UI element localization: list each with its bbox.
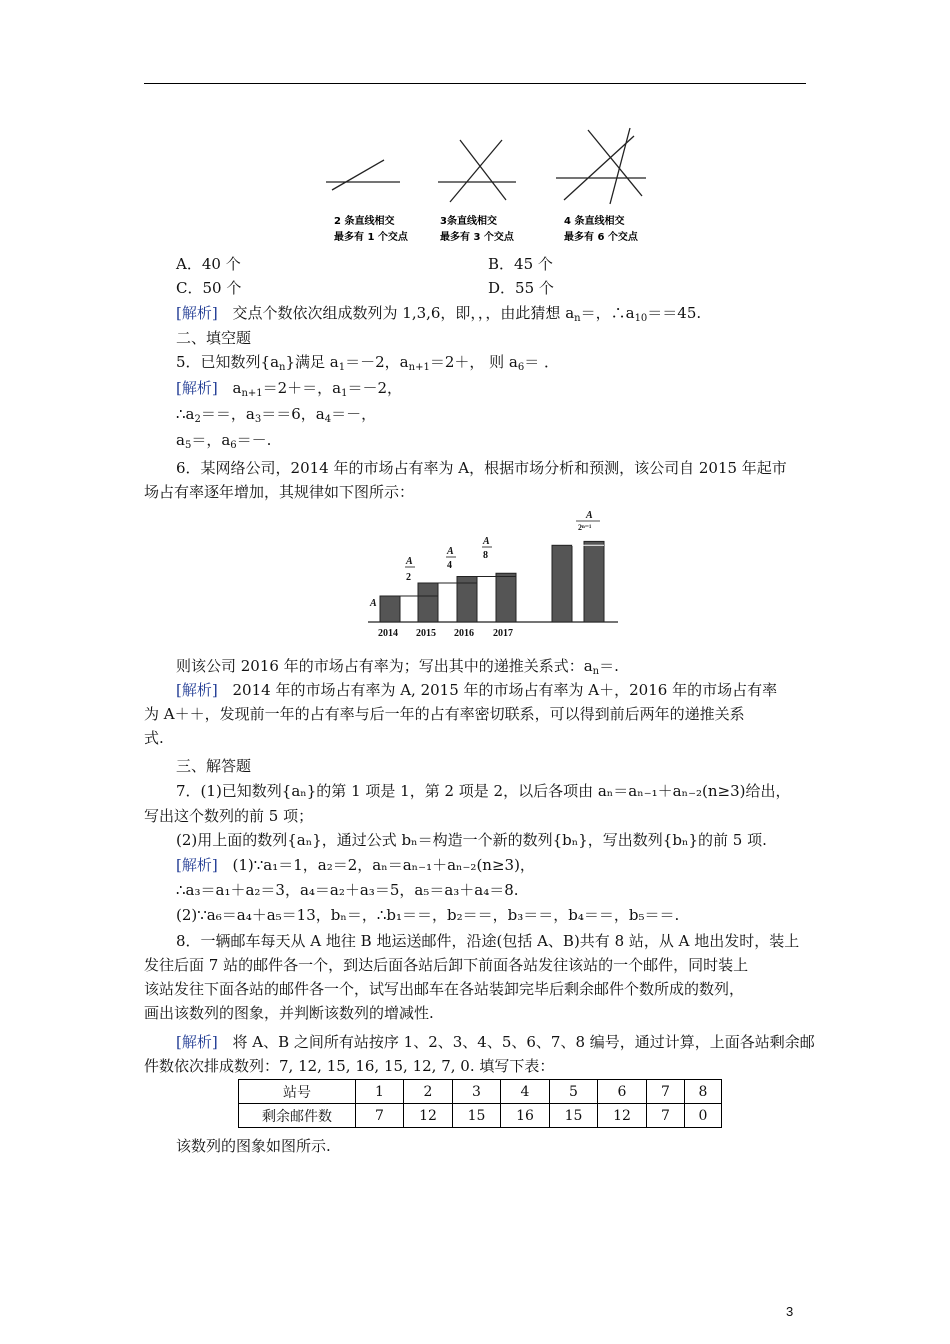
figure1-line-2 <box>332 160 384 190</box>
table-cell: 2 <box>404 1080 453 1104</box>
table-cell: 6 <box>598 1080 647 1104</box>
table-cell: 站号 <box>239 1080 356 1104</box>
option-b: B．45 个 <box>488 255 553 273</box>
label-A-4-num: A <box>447 546 454 557</box>
q6-analysis-line1: [解析] 2014 年的市场占有率为 A, 2015 年的市场占有率为 A＋，2016 年的市场占有率 <box>176 681 778 699</box>
q8-stem-line4: 画出该数列的图象，并判断该数列的增减性. <box>144 1004 434 1022</box>
table-cell: 15 <box>453 1104 501 1128</box>
tick-label-2014: 2014 <box>378 628 398 639</box>
bar-1 <box>418 583 438 622</box>
figure1-caption-line2: 最多有 1 个交点 <box>334 232 408 243</box>
option-d: D．55 个 <box>488 279 554 297</box>
table-cell: 15 <box>550 1104 598 1128</box>
q6-stem-line2: 场占有率逐年增加，其规律如下图所示： <box>144 483 415 501</box>
q7-analysis-line3: (2)∵a₆＝a₄＋a₅＝13，bₙ＝，∴b₁＝＝，b₂＝＝，b₃＝＝，b₄＝＝，b₅＝＝. <box>176 906 680 924</box>
label-A-4-den: 4 <box>447 560 452 571</box>
table-row <box>239 1104 722 1128</box>
page-number: 3 <box>786 1304 794 1319</box>
figure1-caption-line1: 2 条直线相交 <box>334 216 395 227</box>
q6-analysis-line2: 为 A＋＋，发现前一年的占有率与后一年的占有率密切联系，可以得到前后两年的递推关系 <box>144 705 745 723</box>
table-cell: 16 <box>501 1104 550 1128</box>
table-cell: 0 <box>685 1104 722 1128</box>
section-heading-solve: 三、解答题 <box>176 757 252 775</box>
analysis-tag: [解析] <box>176 1033 218 1051</box>
label-A: A <box>370 598 377 609</box>
analysis-tag: [解析] <box>176 379 218 397</box>
tick-label-2016: 2016 <box>454 628 474 639</box>
section-heading-fill: 二、填空题 <box>176 329 252 347</box>
q7-analysis-line1: [解析] (1)∵a₁＝1，a₂＝2，aₙ＝aₙ₋₁＋aₙ₋₂(n≥3)， <box>176 856 535 874</box>
q7-stem-line1: 7．(1)已知数列{aₙ}的第 1 项是 1，第 2 项是 2，以后各项由 aₙ＝aₙ₋₁＋aₙ₋₂(n≥3)给出， <box>176 782 791 800</box>
table-cell: 3 <box>453 1080 501 1104</box>
table-cell: 5 <box>550 1080 598 1104</box>
q8-after-table: 该数列的图象如图所示. <box>176 1137 331 1155</box>
table-cell: 1 <box>356 1080 404 1104</box>
label-A-2-den: 2 <box>406 572 411 583</box>
analysis-tag: [解析] <box>176 304 218 322</box>
mail-table <box>238 1079 722 1128</box>
tick-label-2015: 2015 <box>416 628 436 639</box>
table-cell: 12 <box>598 1104 647 1128</box>
figure2-caption-line2: 最多有 3 个交点 <box>440 232 514 243</box>
bar-4 <box>552 545 572 622</box>
q8-stem-line1: 8．一辆邮车每天从 A 地往 B 地运送邮件，沿途(包括 A、B)共有 8 站，从 A 地出发时，装上 <box>176 932 800 950</box>
q5-analysis-line3: $a_5=$，$a_6=-$. <box>176 431 272 451</box>
label-A-2-num: A <box>406 556 413 567</box>
figure3-line-3 <box>564 136 634 200</box>
option-a: A．40 个 <box>176 255 241 273</box>
q8-analysis-line2: 件数依次排成数列：7, 12, 15, 16, 15, 12, 7, 0. 填写下表： <box>144 1057 555 1075</box>
table-cell: 4 <box>501 1080 550 1104</box>
bar-5 <box>584 541 604 622</box>
q4-analysis: [解析] 交点个数依次组成数列为 1,3,6，即，，，由此猜想 $a_n=$，$\therefore a_{10}==45$. <box>176 304 702 324</box>
q6-stem-line1: 6．某网络公司，2014 年的市场占有率为 A，根据市场分析和预测，该公司自 2015 年起市 <box>176 459 787 477</box>
bar-0 <box>380 596 400 622</box>
analysis-tag: [解析] <box>176 681 218 699</box>
q5-stem: 5．已知数列$\{a_n\}$满足 $a_1=-2$，$a_{n+1}=2+$， 则 $a_6=$ ． <box>176 353 559 373</box>
table-cell: 7 <box>647 1104 685 1128</box>
figure3-line-4 <box>610 128 630 204</box>
figure3-caption-line1: 4 条直线相交 <box>564 216 625 227</box>
q7-stem-line3: (2)用上面的数列{aₙ}，通过公式 bₙ＝构造一个新的数列{bₙ}，写出数列{bₙ}的前 5 项. <box>176 831 767 849</box>
q7-analysis-line2: ∴a₃＝a₁＋a₂＝3，a₄＝a₂＋a₃＝5，a₅＝a₃＋a₄＝8. <box>176 881 519 899</box>
q8-analysis-line1: [解析] 将 A、B 之间所有站按序 1、2、3、4、5、6、7、8 编号，通过计算，上面各站剩余邮 <box>176 1033 815 1051</box>
intersecting-lines-figure <box>320 126 660 250</box>
q6-analysis-line3: 式. <box>144 729 164 747</box>
q7-stem-line2: 写出这个数列的前 5 项； <box>144 807 314 825</box>
table-cell: 7 <box>356 1104 404 1128</box>
analysis-tag: [解析] <box>176 856 218 874</box>
q5-analysis-line1: [解析] $a_{n+1}=2+=$，$a_1=-2$， <box>176 379 403 399</box>
figure2-line-2 <box>460 140 506 200</box>
figure2-caption-line1: 3条直线相交 <box>440 216 497 227</box>
table-cell: 12 <box>404 1104 453 1128</box>
figure2-line-3 <box>450 140 502 202</box>
q8-stem-line3: 该站发往下面各站的邮件各一个，试写出邮车在各站装卸完毕后剩余邮件个数所成的数列， <box>144 980 745 998</box>
market-share-chart <box>362 508 624 642</box>
q5-analysis-line2: $\therefore a_2==$，$a_3==6$，$a_4=-$， <box>176 405 377 425</box>
table-cell: 剩余邮件数 <box>239 1104 356 1128</box>
label-A-n-den: 2ⁿ⁻¹ <box>578 523 592 532</box>
label-A-8-den: 8 <box>483 550 488 561</box>
table-cell: 8 <box>685 1080 722 1104</box>
q6-question: 则该公司 2016 年的市场占有率为；写出其中的递推关系式：$a_n=$. <box>176 657 619 677</box>
table-row <box>239 1080 722 1104</box>
figure3-caption-line2: 最多有 6 个交点 <box>564 232 638 243</box>
table-cell: 7 <box>647 1080 685 1104</box>
option-c: C．50 个 <box>176 279 242 297</box>
tick-label-2017: 2017 <box>493 628 513 639</box>
label-A-8-num: A <box>483 536 490 547</box>
label-A-n-num: A <box>586 510 593 521</box>
q8-stem-line2: 发往后面 7 站的邮件各一个，到达后面各站后卸下前面各站发往该站的一个邮件，同时装上 <box>144 956 749 974</box>
header-rule <box>144 83 806 84</box>
bar-3 <box>496 573 516 622</box>
